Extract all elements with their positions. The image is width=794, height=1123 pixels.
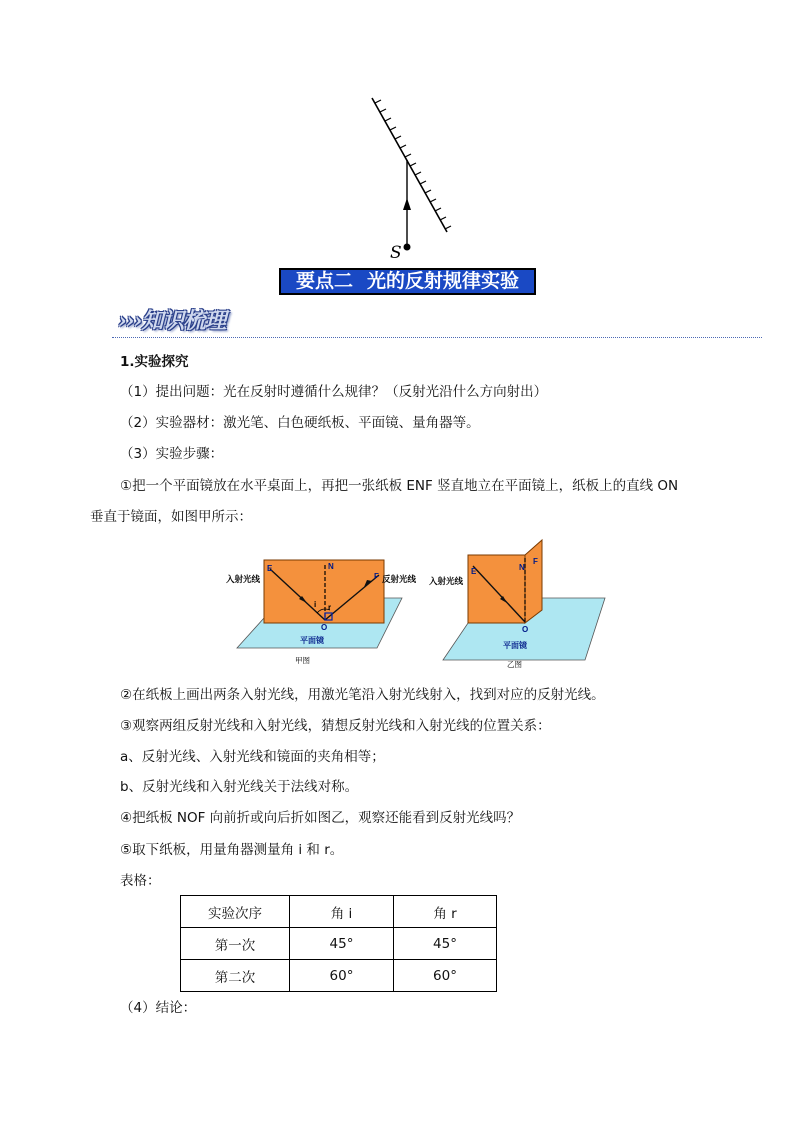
table-cell: 60° [394,960,497,992]
heading-experiment: 1.实验探究 [120,354,189,370]
label-s: S [390,243,402,263]
label-o: O [522,625,529,634]
table-cell: 第一次 [181,928,290,960]
line-step-a: a、反射光线、入射光线和镜面的夹角相等； [120,749,385,765]
caption-yi: 乙图 [507,660,522,669]
table-row [181,960,497,992]
caption-jia: 甲图 [295,656,310,665]
line-step1a: ①把一个平面镜放在水平桌面上，再把一张纸板 ENF 竖直地立在平面镜上，纸板上的直线 ON [120,478,679,494]
table-cell: 45° [394,928,497,960]
point-s [404,244,411,251]
label-f: F [533,557,538,566]
line-step1b: 垂直于镜面，如图甲所示： [90,509,252,525]
knowledge-banner: ›››知识梳理 [118,308,226,334]
mirror-hatching [375,100,451,229]
dotted-divider [112,337,762,338]
angle-table [180,895,497,992]
table-cell: 45° [290,928,394,960]
mirror-reflection-figure [360,90,470,263]
section-title-right: 光的反射规律实验 [367,270,520,292]
table-header: 实验次序 [181,896,290,928]
line-table-label: 表格： [120,873,161,889]
ray-arrow [403,198,411,210]
table-row [181,928,497,960]
label-r: r [328,603,332,612]
label-mirror: 平面镜 [503,641,527,650]
figure-yi [425,538,615,670]
line-step4: ④把纸板 NOF 向前折或向后折如图乙，观察还能看到反射光线吗？ [120,810,521,826]
line-step5: ⑤取下纸板，用量角器测量角 i 和 r。 [120,842,344,858]
label-incident: 入射光线 [226,574,261,584]
line-steps: （3）实验步骤： [120,446,224,462]
table-header: 角 i [290,896,394,928]
label-f: F [374,572,379,581]
label-mirror: 平面镜 [300,636,324,645]
label-e: E [267,564,273,573]
mirror-line [372,98,447,232]
label-o: O [321,623,328,632]
line-equipment: （2）实验器材：激光笔、白色硬纸板、平面镜、量角器等。 [120,415,480,431]
figure-jia [222,555,417,670]
table-cell: 60° [290,960,394,992]
label-reflected: 反射光线 [382,574,417,584]
paper-board-nof [525,540,542,623]
line-step3: ③观察两组反射光线和入射光线，猜想反射光线和入射光线的位置关系： [120,718,551,734]
line-step2: ②在纸板上画出两条入射光线，用激光笔沿入射光线射入，找到对应的反射光线。 [120,687,605,703]
section-title-left: 要点二 [295,270,353,292]
line-conclusion: （4）结论： [120,1000,197,1016]
line-step-b: b、反射光线和入射光线关于法线对称。 [120,779,359,795]
line-question: （1）提出问题：光在反射时遵循什么规律？（反射光沿什么方向射出） [120,384,548,400]
label-n: N [519,563,525,572]
label-n: N [328,562,334,571]
table-header: 角 r [394,896,497,928]
label-i: i [314,600,317,609]
table-cell: 第二次 [181,960,290,992]
table-header-row [181,896,497,928]
label-e: E [471,567,477,576]
section-title [279,268,536,295]
paper-board [264,560,384,623]
label-incident: 入射光线 [429,576,464,586]
